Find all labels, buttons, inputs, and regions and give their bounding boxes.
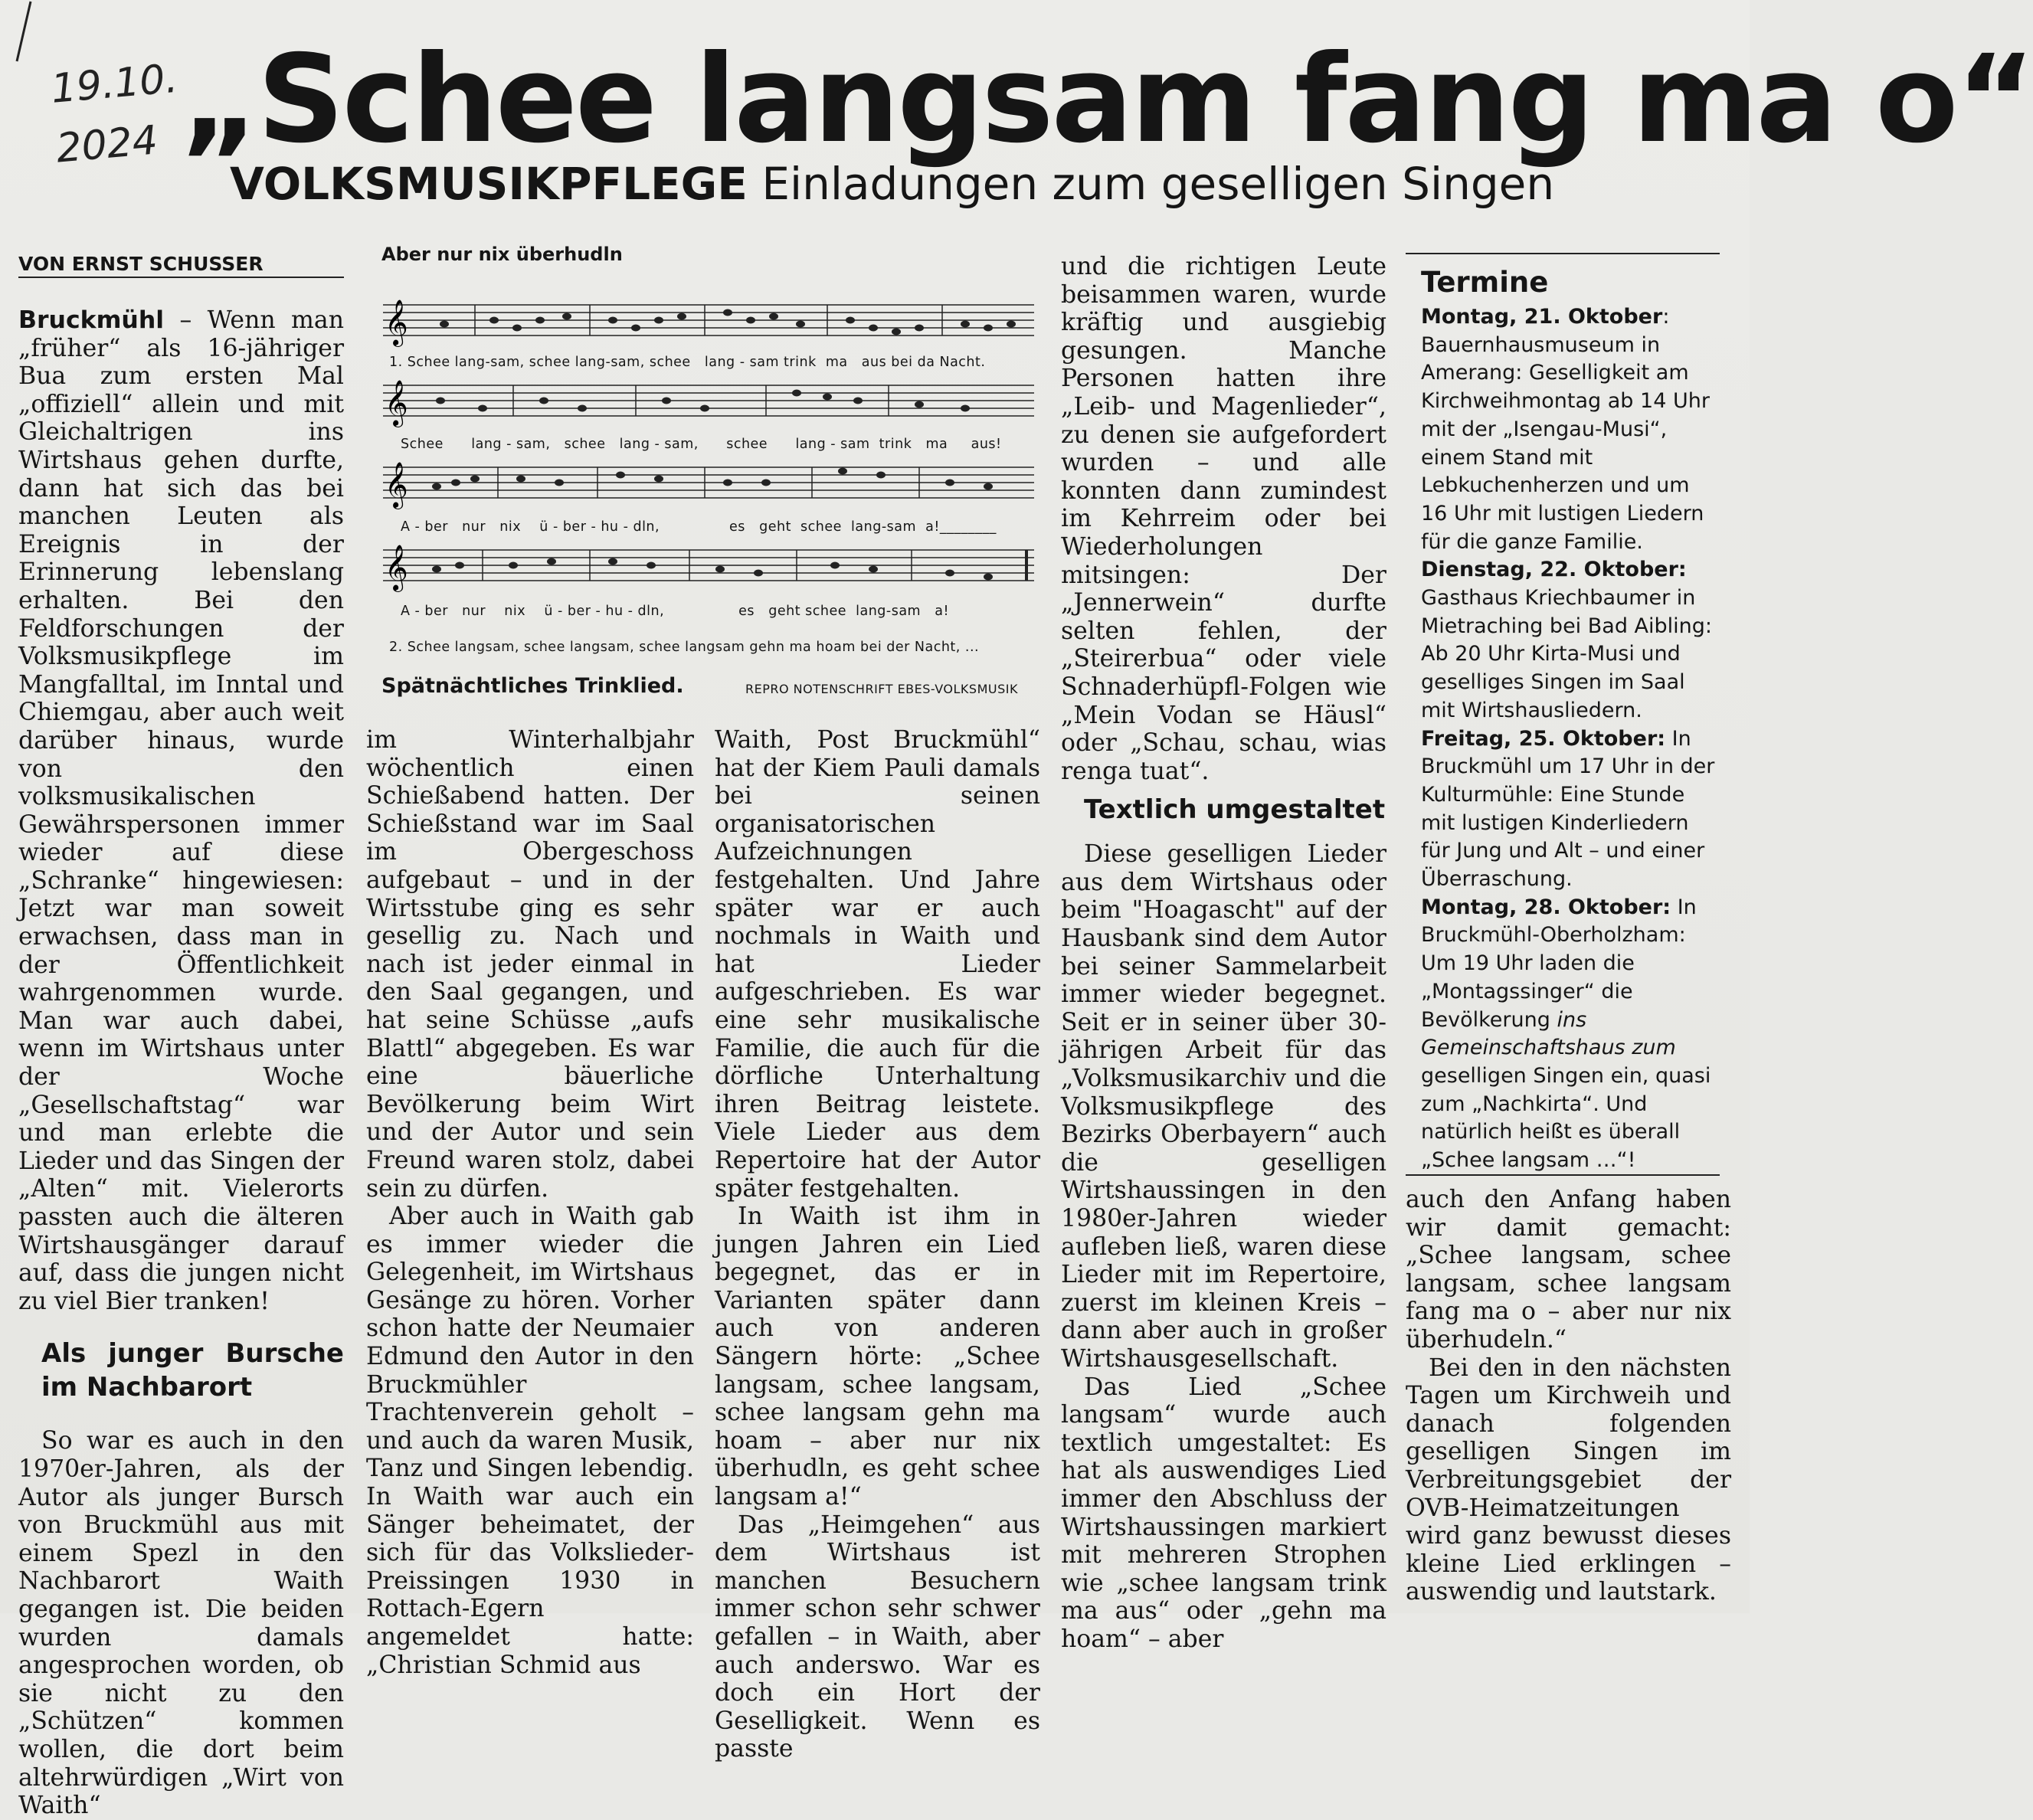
event-date: Dienstag, 22. Oktober: [1421,558,1687,582]
article-column-3 [715,726,1040,1763]
music-staff-4 [383,542,1034,596]
music-credit: REPRO NOTENSCHRIFT EBES-VOLKSMUSIK [745,682,1018,696]
lead-paragraph-text: – Wenn man „früher“ als 16-jähriger Bua zum ersten Mal „offiziell“ allein und mit Gleichaltrigen ins Wirtshaus gehen durfte, dann hat sich das bei manchen Leuten als Ereignis in der Erinnerung lebenslang erhalten. Bei den Feldforschungen der Volksmusikpflege im Mangfalltal, im Inntal und Chiemgau, aber auch weit darüber hinaus, wurde von den volksmusikalischen Gewährspersonen immer wieder auf diese „Schranke“ hingewiesen: Jetzt war man soweit erwachsen, dass man in der Öffentlichkeit wahrgenommen wurde. Man war auch dabei, wenn im Wirtshaus unter der Woche „Gesellschaftstag“ war und man erlebte die Lieder und das Singen der „Alten“ mit. Vielerorts passten auch die älteren Wirtshausgänger darauf auf, dass die jungen nicht zu viel Bier tranken! [18,306,344,1315]
lyric-line-4: A - ber nur nix ü - ber - hu - dln, es geht schee lang-sam a! [401,604,950,619]
paragraph: Bei den in den nächsten Tagen um Kirchweih und danach folgenden geselligen Singen im Verbreitungsgebiet der OVB-Heimatzeitungen wird ganz bewusst dieses kleine Lied erklingen – auswendig und lautstark. [1406,1354,1731,1606]
paragraph: So war es auch in den 1970er-Jahren, als der Autor als junger Bursch von Bruckmühl aus mit einem Spezl in den Nachbarort Waith gegangen ist. Die beiden wurden damals angesprochen worden, ob sie nicht zu den „Schützen“ kommen wollen, die dort beim altehrwürdigen „Wirt von Waith“ [18,1427,344,1820]
paragraph: Waith, Post Bruckmühl“ hat der Kiem Pauli damals bei seinen organisatorischen Aufzeichnungen festgehalten. Und Jahre später war er auch nochmals in Waith und hat Lieder aufgeschrieben. Es war eine sehr musikalische Familie, die auch für die dörfliche Unterhaltung ihren Beitrag leistete. Viele Lieder aus dem Repertoire hat der Autor später festgehalten. [715,726,1040,1203]
subheading-textlich-umgestaltet: Textlich umgestaltet [1084,794,1386,826]
lead-paragraph [18,306,344,1315]
article-column-4 [1061,253,1386,1654]
events-sidebar [1406,253,1720,1175]
handwritten-date-line-2: 2024 [54,117,160,172]
svg-text:𝄞: 𝄞 [385,380,408,426]
event-text: Gasthaus Kriechbaumer in Mietraching bei Bad Aibling: Ab 20 Uhr Kirta-Musi und geselliges Singen im Saal mit Wirtshausliedern. [1421,586,1713,722]
sheet-music-figure [366,244,1040,703]
music-staff-3 [383,460,1034,513]
event-date: Montag, 21. Oktober [1421,305,1663,329]
event-text-italic: ins Gemeinschaftshaus zum [1421,1007,1676,1060]
music-staff-1 [383,297,1034,351]
svg-text:𝄞: 𝄞 [385,462,408,508]
handwritten-date-line-1: 19.10. [49,55,180,113]
dateline-place: Bruckmühl [18,306,165,334]
article-column-1 [18,306,344,1820]
paragraph: und die richtigen Leute beisammen waren, wurde kräftig und ausgiebig gesungen. Manche Personen hatten ihre „Leib- und Magenlieder“, zu denen sie aufgefordert wurden – und alle konnten dann zumindest im Kehrreim oder bei Wiederholungen mitsingen: Der „Jennerwein“ durfte selten fehlen, der „Steirerbua“ oder viele Schnaderhüpfl-Folgen wie „Mein Vodan se Häusl“ oder „Schau, schau, wias renga tuat“. [1061,253,1386,785]
event-entry [1421,556,1720,725]
paragraph: In Waith ist ihm in jungen Jahren ein Lied begegnet, das er in Varianten später dann auch von anderen Sängern hörte: „Schee langsam, schee langsam, schee langsam gehn ma hoam – aber nur nix überhudln, es geht schee langsam a!“ [715,1203,1040,1511]
event-text: In Bruckmühl-Oberholzham: Um 19 Uhr laden die „Montagssinger“ die Bevölkerung [1421,895,1697,1032]
sidebar-divider [1406,1174,1720,1176]
article-column-5 [1406,1186,1731,1606]
pen-stroke [8,0,38,69]
paragraph: im Winterhalbjahr wöchentlich einen Schießabend hatten. Der Schießstand war im Saal im Obergeschoss aufgebaut – und in der Wirtsstube ging es sehr gesellig zu. Nach und nach ist jeder einmal in den Saal gegangen, und hat seine Schüsse „aufs Blattl“ abgegeben. Es war eine bäuerliche Bevölkerung beim Wirt und der Autor und sein Freund waren stolz, dabei sein zu dürfen. [366,726,694,1203]
event-entry [1421,303,1720,556]
svg-text:𝄞: 𝄞 [385,545,408,591]
lyric-line-1: 1. Schee lang-sam, schee lang-sam, schee lang - sam trink ma aus bei da Nacht. [389,355,986,370]
paragraph: Aber auch in Waith gab es immer wieder die Gelegenheit, im Wirtshaus Gesänge zu hören. Vorher schon hatte der Neumaier Edmund den Autor in den Bruckmühler Trachtenverein geholt – und auch da waren Musik, Tanz und Singen lebendig. In Waith war auch ein Sänger beheimatet, der sich für das Volkslieder-Preissingen 1930 in Rottach-Egern angemeldet hatte: „Christian Schmid aus [366,1203,694,1679]
event-entry [1421,894,1720,1175]
music-title: Aber nur nix überhudln [381,244,623,265]
lyric-line-2: Schee lang - sam, schee lang - sam, schee lang - sam trink ma aus! [401,437,1002,452]
paragraph: auch den Anfang haben wir damit gemacht: „Schee langsam, schee langsam, schee langsam fang ma o – aber nur nix überhudeln.“ [1406,1186,1731,1354]
event-entry [1421,725,1720,894]
subhead-kicker: VOLKSMUSIKPFLEGE [230,158,748,210]
headline: „Schee langsam fang ma o“ [180,29,2033,170]
music-staff-2 [383,378,1034,431]
handwritten-date [49,47,197,178]
event-text: : Bauernhausmuseum in Amerang: Geselligkeit am Kirchweihmontag ab 14 Uhr mit der „Isengau-Musi“, einem Stand mit Lebkuchenherzen und um 16 Uhr mit lustigen Liedern für die ganze Familie. [1421,305,1710,554]
paragraph: Das Lied „Schee langsam“ wurde auch textlich umgestaltet: Es hat als auswendiges Lied immer den Abschluss der Wirtshaussingen markiert mit mehreren Strophen wie „schee langsam trink ma aus“ oder „gehn ma hoam“ – aber [1061,1373,1386,1653]
event-text: geselligen Singen ein, quasi zum „Nachkirta“. Und natürlich heißt es überall „Schee langsam …“! [1421,1063,1711,1173]
subhead-text: Einladungen zum geselligen Singen [761,158,1555,210]
event-date: Freitag, 25. Oktober: [1421,726,1666,751]
event-date: Montag, 28. Oktober: [1421,895,1671,919]
lyric-line-3: A - ber nur nix ü - ber - hu - dln, es geht schee lang-sam a!________ [401,519,997,535]
paragraph: Diese geselligen Lieder aus dem Wirtshaus oder beim "Hoagascht" auf der Hausbank sind dem Autor bei seiner Sammelarbeit immer wieder begegnet. Seit er in seiner über 30-jährigen Arbeit für das „Volksmusikarchiv und die Volksmusikpflege des Bezirks Oberbayern“ auch die geselligen Wirtshaussingen in den 1980er-Jahren wieder aufleben ließ, waren diese Lieder mit im Repertoire, zuerst im kleinen Kreis – dann aber auch in großer Wirtshausgesellschaft. [1061,840,1386,1373]
byline: VON ERNST SCHUSSER [18,253,344,278]
paragraph: Das „Heimgehen“ aus dem Wirtshaus ist manchen Besuchern immer schon sehr schwer gefallen – in Waith, aber auch anderswo. War es doch ein Hort der Geselligkeit. Wenn es passte [715,1511,1040,1763]
subheading-junger-bursche: Als junger Bursche im Nachbarort [41,1338,344,1403]
event-text: In Bruckmühl um 17 Uhr in der Kulturmühle: Eine Stunde mit lustigen Kinderliedern für Jung und Alt – und einer Überraschung. [1421,726,1715,892]
article-column-2 [366,726,694,1679]
music-caption: Spätnächtliches Trinklied. [381,674,684,698]
svg-text:𝄞: 𝄞 [385,300,408,345]
subheadline [230,153,1685,214]
lyric-verse-2: 2. Schee langsam, schee langsam, schee langsam gehn ma hoam bei der Nacht, ... [389,640,980,655]
sidebar-title: Termine [1421,266,1549,299]
